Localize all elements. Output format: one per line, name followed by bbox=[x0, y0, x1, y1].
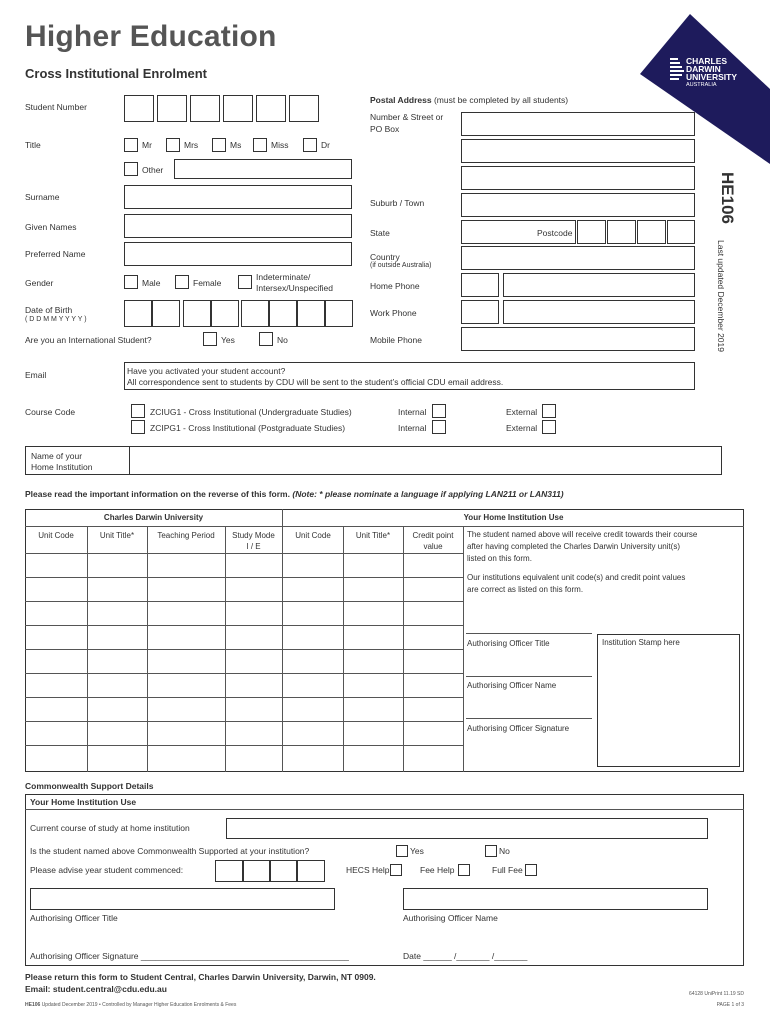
col-unit-code: Unit Code bbox=[38, 531, 74, 540]
street-field-2[interactable] bbox=[461, 139, 695, 163]
street-field-1[interactable] bbox=[461, 112, 695, 136]
gender-other-checkbox[interactable] bbox=[238, 275, 252, 289]
preferred-name-label: Preferred Name bbox=[25, 249, 86, 259]
csp-subheading: Your Home Institution Use bbox=[30, 797, 137, 807]
suburb-label: Suburb / Town bbox=[370, 198, 425, 208]
gender-male-label: Male bbox=[142, 278, 161, 288]
units-row-line bbox=[25, 601, 463, 602]
preferred-name-field[interactable] bbox=[124, 242, 352, 266]
units-row-line bbox=[25, 697, 463, 698]
course-pg-internal-label: Internal bbox=[398, 423, 427, 433]
units-section-divider bbox=[282, 509, 283, 772]
return-instructions: Please return this form to Student Central, Charles Darwin University, Darwin, NT 0909. bbox=[25, 972, 376, 982]
csp-date[interactable]: Date ______ /_______ /_______ bbox=[403, 951, 528, 961]
dob-format: ( D D M M Y Y Y Y ) bbox=[25, 316, 87, 323]
officer-name-line[interactable] bbox=[466, 676, 592, 677]
course-pg-external-label: External bbox=[506, 423, 538, 433]
csp-heading: Commonwealth Support Details bbox=[25, 781, 154, 791]
footer-page: PAGE 1 of 3 bbox=[716, 1002, 744, 1008]
postcode-digit[interactable] bbox=[667, 220, 695, 244]
gender-female-label: Female bbox=[193, 278, 222, 288]
home-phone-area-field[interactable] bbox=[461, 273, 499, 297]
country-label: Country bbox=[370, 252, 400, 262]
form-code: HE106 bbox=[718, 172, 737, 224]
title-miss-checkbox[interactable] bbox=[253, 138, 267, 152]
work-phone-field[interactable] bbox=[503, 300, 695, 324]
mobile-phone-label: Mobile Phone bbox=[370, 335, 422, 345]
footer-text: Updated December 2019 • Controlled by Manager Higher Education Enrolments & Fees bbox=[41, 1002, 237, 1008]
street-field-3[interactable] bbox=[461, 166, 695, 190]
title-ms-checkbox[interactable] bbox=[212, 138, 226, 152]
student-number-digit[interactable] bbox=[190, 95, 220, 122]
title-miss-label: Miss bbox=[271, 140, 289, 150]
home-table-heading: Your Home Institution Use bbox=[463, 513, 564, 522]
page-title: Higher Education bbox=[25, 20, 277, 53]
officer-name-label: Authorising Officer Name bbox=[467, 681, 557, 690]
title-mrs-checkbox[interactable] bbox=[166, 138, 180, 152]
student-number-digit[interactable] bbox=[289, 95, 319, 122]
dob-digit[interactable] bbox=[183, 300, 211, 327]
year-digit[interactable] bbox=[297, 860, 325, 882]
home-institution-label-2: Home Institution bbox=[31, 462, 93, 472]
postal-address-heading bbox=[370, 95, 568, 105]
logo-line-3: UNIVERSITY bbox=[686, 72, 738, 82]
year-digit[interactable] bbox=[243, 860, 270, 882]
notice-text: Please read the important information on the reverse of this form. bbox=[25, 489, 290, 499]
title-dr-label: Dr bbox=[321, 140, 330, 150]
title-mr-checkbox[interactable] bbox=[124, 138, 138, 152]
course-ug-internal-label: Internal bbox=[398, 407, 427, 417]
course-ug-external-label: External bbox=[506, 407, 538, 417]
course-pg-external-checkbox[interactable] bbox=[542, 420, 556, 434]
units-row-line bbox=[25, 673, 463, 674]
csp-header-line bbox=[25, 809, 744, 810]
course-code-label: Course Code bbox=[25, 407, 76, 417]
csp-officer-name-label: Authorising Officer Name bbox=[403, 913, 498, 923]
units-header-line bbox=[25, 526, 744, 527]
dob-digit[interactable] bbox=[325, 300, 353, 327]
current-course-field[interactable] bbox=[226, 818, 708, 839]
home-institution-label: Name of your bbox=[31, 451, 83, 461]
course-pg-internal-checkbox[interactable] bbox=[432, 420, 446, 434]
title-mrs-label: Mrs bbox=[184, 140, 199, 150]
postal-heading-note: (must be completed by all students) bbox=[433, 95, 569, 105]
logo-line-2: DARWIN bbox=[686, 64, 721, 74]
postcode-digit[interactable] bbox=[637, 220, 666, 244]
dob-digit[interactable] bbox=[269, 300, 297, 327]
course-ug-external-checkbox[interactable] bbox=[542, 404, 556, 418]
footer-code: HE106 bbox=[25, 1002, 41, 1008]
course-ug-checkbox[interactable] bbox=[131, 404, 145, 418]
col-credit-point-value: value bbox=[423, 542, 443, 551]
given-names-field[interactable] bbox=[124, 214, 352, 238]
home-phone-label: Home Phone bbox=[370, 281, 420, 291]
postal-heading-text: Postal Address bbox=[370, 95, 432, 105]
hecs-help-checkbox[interactable] bbox=[390, 864, 402, 876]
email-note-1: Have you activated your student account? bbox=[127, 366, 286, 376]
officer-title-line[interactable] bbox=[466, 633, 592, 634]
postcode-label: Postcode bbox=[537, 228, 573, 238]
csp-yes-checkbox[interactable] bbox=[396, 845, 408, 857]
col-home-unit-title: Unit Title* bbox=[355, 531, 391, 540]
postcode-digit[interactable] bbox=[577, 220, 606, 244]
dob-digit[interactable] bbox=[241, 300, 269, 327]
dob-digit[interactable] bbox=[124, 300, 152, 327]
gender-male-checkbox[interactable] bbox=[124, 275, 138, 289]
units-row-line bbox=[25, 625, 463, 626]
col-study-mode-ie: I / E bbox=[246, 542, 261, 551]
email-label: Email bbox=[25, 370, 47, 380]
email-note-2: All correspondence sent to students by CDU will be sent to the student’s official CDU email address. bbox=[127, 377, 504, 387]
csp-yes-label: Yes bbox=[410, 846, 424, 856]
csp-officer-title-field[interactable] bbox=[30, 888, 335, 910]
international-no-checkbox[interactable] bbox=[259, 332, 273, 346]
fee-help-checkbox[interactable] bbox=[458, 864, 470, 876]
title-ms-label: Ms bbox=[230, 140, 242, 150]
student-number-digit[interactable] bbox=[256, 95, 286, 122]
logo-line-4: AUSTRALIA bbox=[686, 82, 717, 88]
home-phone-field[interactable] bbox=[503, 273, 695, 297]
title-dr-checkbox[interactable] bbox=[303, 138, 317, 152]
csp-question: Is the student named above Commonwealth Supported at your institution? bbox=[30, 846, 310, 856]
equiv-note-2: are correct as listed on this form. bbox=[467, 585, 584, 594]
logo-line-1: CHARLES bbox=[686, 56, 728, 66]
units-row-line bbox=[25, 577, 463, 578]
form-code-block bbox=[700, 170, 760, 370]
last-updated: Last updated December 2019 bbox=[716, 240, 726, 352]
state-label: State bbox=[370, 228, 390, 238]
dob-label: Date of Birth bbox=[25, 305, 73, 315]
title-mr-label: Mr bbox=[142, 140, 152, 150]
gender-female-checkbox[interactable] bbox=[175, 275, 189, 289]
student-number-label: Student Number bbox=[25, 102, 87, 112]
given-names-label: Given Names bbox=[25, 222, 77, 232]
equiv-note-1: Our institutions equivalent unit code(s) and credit point values bbox=[467, 573, 686, 582]
fee-help-label: Fee Help bbox=[420, 865, 455, 875]
dob-digit[interactable] bbox=[211, 300, 239, 327]
col-teaching-period: Teaching Period bbox=[157, 531, 215, 540]
important-notice bbox=[25, 489, 564, 499]
year-commenced-label: Please advise year student commenced: bbox=[30, 865, 184, 875]
units-col-divider bbox=[463, 526, 464, 772]
international-label: Are you an International Student? bbox=[25, 335, 152, 345]
csp-no-label: No bbox=[499, 846, 510, 856]
officer-signature-line[interactable] bbox=[466, 718, 592, 719]
year-digit[interactable] bbox=[270, 860, 297, 882]
international-no-label: No bbox=[277, 335, 288, 345]
units-row-line bbox=[25, 745, 463, 746]
dob-digit[interactable] bbox=[297, 300, 325, 327]
form-subtitle: Cross Institutional Enrolment bbox=[25, 66, 208, 81]
full-fee-label: Full Fee bbox=[492, 865, 523, 875]
units-row-line bbox=[25, 649, 463, 650]
course-ug-label: ZCIUG1 - Cross Institutional (Undergraduate Studies) bbox=[150, 407, 352, 417]
return-email: Email: student.central@cdu.edu.au bbox=[25, 984, 167, 994]
student-number-digit[interactable] bbox=[124, 95, 154, 122]
surname-field[interactable] bbox=[124, 185, 352, 209]
international-yes-label: Yes bbox=[221, 335, 235, 345]
suburb-field[interactable] bbox=[461, 193, 695, 217]
institution-stamp-box bbox=[597, 634, 740, 767]
surname-label: Surname bbox=[25, 192, 60, 202]
mobile-phone-field[interactable] bbox=[461, 327, 695, 351]
work-phone-label: Work Phone bbox=[370, 308, 417, 318]
col-unit-title: Unit Title* bbox=[99, 531, 135, 540]
col-credit-point: Credit point bbox=[412, 531, 454, 540]
credit-note-3: listed on this form. bbox=[467, 554, 532, 563]
csp-officer-signature[interactable]: Authorising Officer Signature ____________________________________________ bbox=[30, 951, 349, 961]
gender-other-label-2: Intersex/Unspecified bbox=[256, 283, 334, 293]
gender-label: Gender bbox=[25, 278, 54, 288]
footer-left bbox=[25, 1002, 236, 1008]
country-note: (if outside Australia) bbox=[370, 262, 432, 269]
student-number-digit[interactable] bbox=[157, 95, 187, 122]
work-phone-area-field[interactable] bbox=[461, 300, 499, 324]
home-institution-divider bbox=[129, 446, 130, 475]
full-fee-checkbox[interactable] bbox=[525, 864, 537, 876]
notice-italic: (Note: * please nominate a language if applying LAN211 or LAN311) bbox=[292, 489, 564, 499]
title-other-label: Other bbox=[142, 165, 164, 175]
units-col-header-line bbox=[25, 553, 463, 554]
street-label: Number & Street or bbox=[370, 112, 444, 122]
gender-other-label: Indeterminate/ bbox=[256, 272, 311, 282]
international-yes-checkbox[interactable] bbox=[203, 332, 217, 346]
current-course-label: Current course of study at home institution bbox=[30, 823, 190, 833]
units-row-line bbox=[25, 721, 463, 722]
year-digit[interactable] bbox=[215, 860, 243, 882]
title-label: Title bbox=[25, 140, 41, 150]
course-pg-checkbox[interactable] bbox=[131, 420, 145, 434]
title-other-field[interactable] bbox=[174, 159, 352, 179]
course-pg-label: ZCIPG1 - Cross Institutional (Postgraduate Studies) bbox=[150, 423, 346, 433]
csp-no-checkbox[interactable] bbox=[485, 845, 497, 857]
title-other-checkbox[interactable] bbox=[124, 162, 138, 176]
street-label-2: PO Box bbox=[370, 124, 400, 134]
student-number-digit[interactable] bbox=[223, 95, 253, 122]
footer-print-code: 64128 UniPrint 11.19 SD bbox=[689, 991, 744, 997]
hecs-help-label: HECS Help bbox=[346, 865, 390, 875]
col-home-unit-code: Unit Code bbox=[295, 531, 331, 540]
officer-signature-label: Authorising Officer Signature bbox=[467, 724, 570, 733]
col-study-mode: Study Mode bbox=[232, 531, 275, 540]
course-ug-internal-checkbox[interactable] bbox=[432, 404, 446, 418]
country-field[interactable] bbox=[461, 246, 695, 270]
postcode-digit[interactable] bbox=[607, 220, 636, 244]
credit-note-1: The student named above will receive credit towards their course bbox=[467, 530, 698, 539]
institution-stamp-label: Institution Stamp here bbox=[602, 638, 680, 647]
csp-officer-name-field[interactable] bbox=[403, 888, 708, 910]
cdu-table-heading: Charles Darwin University bbox=[103, 513, 204, 522]
credit-note-2: after having completed the Charles Darwin University unit(s) bbox=[467, 542, 680, 551]
home-institution-field[interactable] bbox=[131, 448, 720, 473]
officer-title-label: Authorising Officer Title bbox=[467, 639, 550, 648]
dob-digit[interactable] bbox=[152, 300, 180, 327]
csp-officer-title-label: Authorising Officer Title bbox=[30, 913, 118, 923]
